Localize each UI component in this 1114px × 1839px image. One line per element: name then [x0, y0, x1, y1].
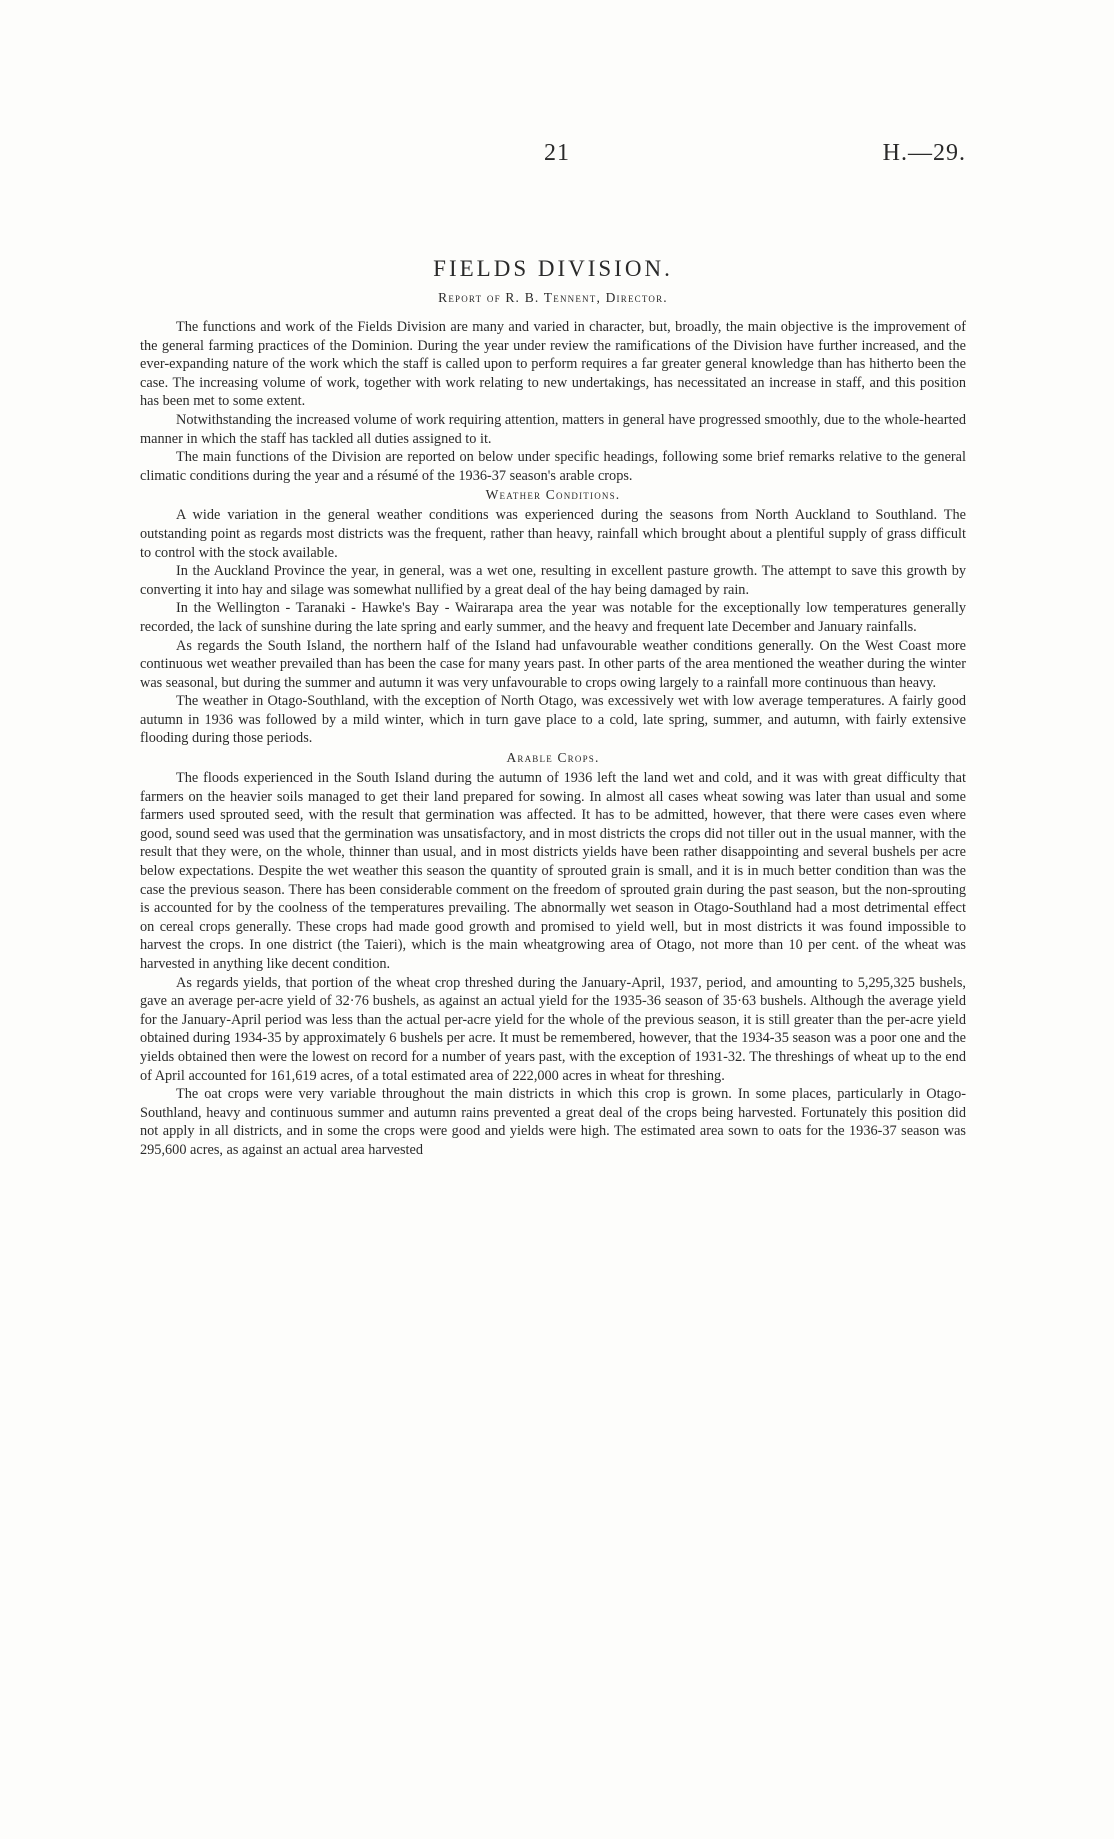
- page-number: 21: [544, 140, 570, 166]
- intro-paragraph: The functions and work of the Fields Division are many and varied in character, but, broadly, the main objective is the improvement of the general farming practices of the Dominion. During the year under review the ramifications of the Division have further increased, and the ever-expanding nature of the work which the staff is called upon to perform requires a far greater general knowledge than has hitherto been the case. The increasing volume of work, together with work relating to new undertakings, has necessitated an increase in staff, and this position has been met to some extent.: [140, 319, 966, 410]
- weather-paragraph: The weather in Otago-Southland, with the exception of North Otago, was excessively wet with low average temperatures. A fairly good autumn in 1936 was followed by a mild winter, which in turn gave place to a cold, late spring, summer, and autumn, with fairly extensive flooding during those periods.: [140, 693, 966, 747]
- weather-conditions-heading: Weather Conditions.: [485, 487, 621, 503]
- document-code: H.—29.: [882, 140, 966, 166]
- crops-paragraph: As regards yields, that portion of the wheat crop threshed during the January-April, 1937, period, and amounting to 5,295,325 bushels, gave an average per-acre yield of 32·76 bushels, as against an actual yield for the 1935-36 season of 35·63 bushels. Although the average yield for the January-April period was less than the actual per-acre yield for the whole of the previous season, it is still greater than the per-acre yield obtained during 1934-35 by approximately 6 bushels per acre. It must be remembered, however, that the 1934-35 season was a poor one and the yields obtained then were the lowest on record for a number of years past, with the exception of 1931-32. The threshings of wheat up to the end of April accounted for 161,619 acres, of a total estimated area of 222,000 acres in wheat for threshing.: [140, 974, 966, 1084]
- crops-paragraph: The floods experienced in the South Island during the autumn of 1936 left the land wet and cold, and it was with great difficulty that farmers on the heavier soils managed to get their land prepared for sowing. In almost all cases wheat sowing was later than usual and some farmers used sprouted seed, with the result that germination was affected. It has to be admitted, however, that there were cases even where good, sound seed was used that the germination was unsatisfactory, and in most districts the crops did not tiller out in the usual manner, with the result that they were, on the whole, thinner than usual, and in most districts yields have been rather disappointing and several bushels per acre below expectations. Despite the wet weather this season the quantity of sprouted grain is small, and it is in much better condition than was the case the previous season. There has been considerable comment on the freedom of sprouted grain during the past season, but the non-sprouting is accounted for by the coolness of the temperatures prevailing. The abnormally wet season in Otago-Southland had a most detrimental effect on cereal crops generally. These crops had made good growth and promised to yield well, but in most districts it was found impossible to harvest the crops. In one district (the Taieri), which is the main wheatgrowing area of Otago, not more than 10 per cent. of the wheat was harvested in anything like decent condition.: [140, 770, 966, 972]
- weather-paragraph: In the Auckland Province the year, in general, was a wet one, resulting in excellent pasture growth. The attempt to save this growth by converting it into hay and silage was somewhat nullified by a great deal of the hay being damaged by rain.: [140, 563, 966, 598]
- weather-paragraph: In the Wellington - Taranaki - Hawke's Bay - Wairarapa area the year was notable for the exceptionally low temperatures generally recorded, the lack of sunshine during the late spring and early summer, and the heavy and frequent late December and January rainfalls.: [140, 600, 966, 635]
- main-content: [140, 256, 966, 1160]
- weather-paragraph: A wide variation in the general weather conditions was experienced during the seasons from North Auckland to Southland. The outstanding point as regards most districts was the frequent, rather than heavy, rainfall which brought about a plentiful supply of grass difficult to control with the stock available.: [140, 507, 966, 561]
- crops-paragraph: The oat crops were very variable throughout the main districts in which this crop is grown. In some places, particularly in Otago-Southland, heavy and continuous summer and autumn rains prevented a great deal of the crops being harvested. Fortunately this position did not apply in all districts, and in some the crops were good and yields were high. The estimated area sown to oats for the 1936-37 season was 295,600 acres, as against an actual area harvested: [140, 1086, 966, 1158]
- intro-paragraph: The main functions of the Division are reported on below under specific headings, following some brief remarks relative to the general climatic conditions during the year and a résumé of the 1936-37 season's arable crops.: [140, 449, 966, 484]
- weather-paragraph: As regards the South Island, the northern half of the Island had unfavourable weather conditions generally. On the West Coast more continuous wet weather prevailed than has been the case for many years past. In other parts of the area mentioned the weather during the winter was seasonal, but during the summer and autumn it was very unfavourable to crops owing largely to a rainfall more continuous than heavy.: [140, 637, 966, 691]
- arable-crops-heading: Arable Crops.: [506, 750, 600, 766]
- section-title: FIELDS DIVISION.: [433, 256, 673, 281]
- report-byline: Report of R. B. Tennent, Director.: [438, 290, 668, 305]
- intro-paragraph: Notwithstanding the increased volume of work requiring attention, matters in general have progressed smoothly, due to the whole-hearted manner in which the staff has tackled all duties assigned to it.: [140, 411, 966, 447]
